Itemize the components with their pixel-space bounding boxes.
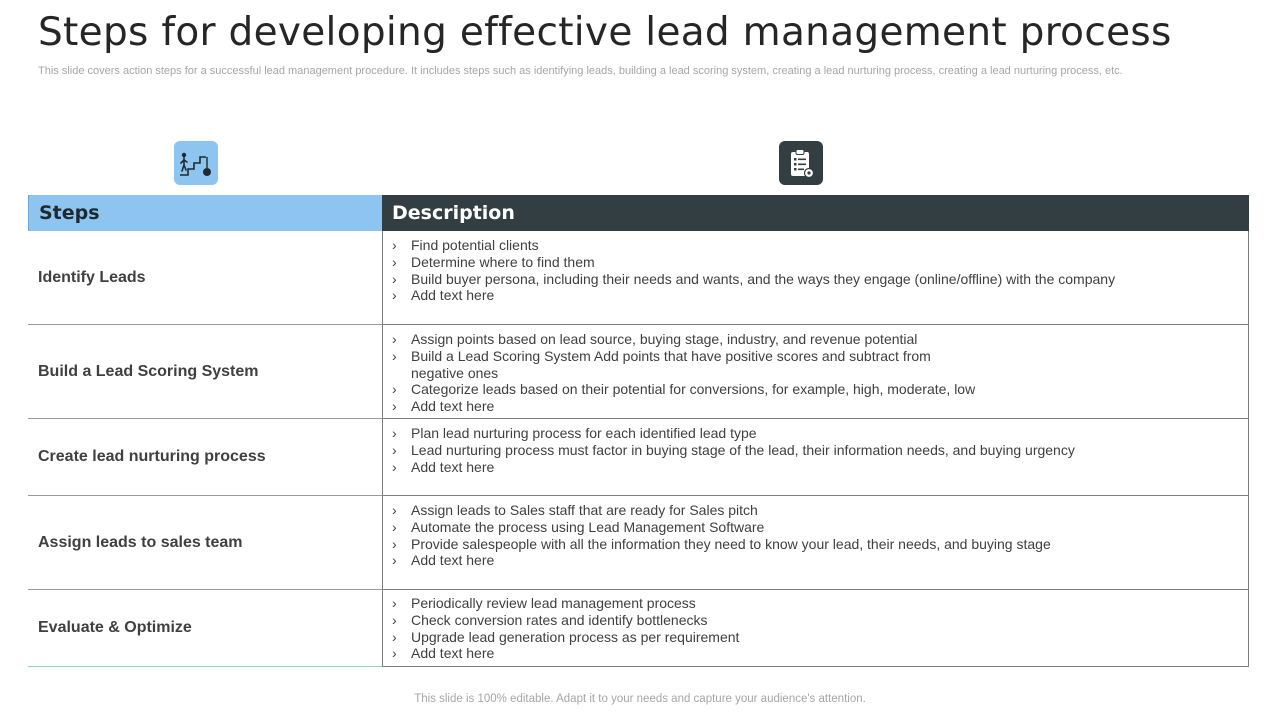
bullet-item: › Add text here — [392, 459, 1238, 476]
bullet-item: › Check conversion rates and identify bottlenecks — [392, 612, 1238, 629]
bullet-item: › Build a Lead Scoring System Add points that have positive scores and subtract from negative ones — [392, 348, 951, 382]
step-description — [382, 419, 1249, 496]
bullet-item: › Add text here — [392, 398, 1238, 415]
step-label: Identify Leads — [28, 231, 382, 325]
bullet-item: › Add text here — [392, 645, 1238, 662]
table-row — [28, 590, 1249, 667]
header-steps: Steps — [28, 195, 382, 231]
step-label: Evaluate & Optimize — [28, 590, 382, 667]
header-description: Description — [382, 195, 1249, 231]
step-label: Build a Lead Scoring System — [28, 325, 382, 419]
page-title: Steps for developing effective lead management process — [38, 10, 1172, 55]
step-description — [382, 590, 1249, 667]
table-header — [28, 195, 1249, 231]
bullet-item: › Automate the process using Lead Management Software — [392, 519, 1238, 536]
table-row — [28, 325, 1249, 419]
bullet-item: › Find potential clients — [392, 237, 1238, 254]
table-row — [28, 419, 1249, 496]
stairs-climbing-icon — [174, 141, 218, 185]
table-row — [28, 496, 1249, 590]
step-description — [382, 231, 1249, 325]
clipboard-checklist-icon — [779, 141, 823, 185]
page-subtitle: This slide covers action steps for a successful lead management procedure. It includes steps such as identifying leads, building a lead scoring system, creating a lead nurturing process, creating a lead nurturing process, etc. — [38, 65, 1123, 77]
bullet-item: › Plan lead nurturing process for each identified lead type — [392, 425, 1238, 442]
bullet-item: › Add text here — [392, 552, 1238, 569]
step-label: Create lead nurturing process — [28, 419, 382, 496]
bullet-item: › Add text here — [392, 287, 1238, 304]
step-label: Assign leads to sales team — [28, 496, 382, 590]
bullet-item: › Upgrade lead generation process as per requirement — [392, 629, 1238, 646]
bullet-item: › Build buyer persona, including their needs and wants, and the ways they engage (online/offline) with the company — [392, 271, 1238, 288]
bullet-item: › Periodically review lead management process — [392, 595, 1238, 612]
bullet-item: › Determine where to find them — [392, 254, 1238, 271]
step-description — [382, 325, 1249, 419]
step-description — [382, 496, 1249, 590]
bullet-item: › Lead nurturing process must factor in buying stage of the lead, their information needs, and buying urgency — [392, 442, 1238, 459]
steps-table — [28, 195, 1249, 667]
bullet-item: › Categorize leads based on their potential for conversions, for example, high, moderate, low — [392, 381, 1238, 398]
bullet-item: › Assign leads to Sales staff that are ready for Sales pitch — [392, 502, 1238, 519]
bullet-item: › Assign points based on lead source, buying stage, industry, and revenue potential — [392, 331, 1238, 348]
table-row — [28, 231, 1249, 325]
bullet-item: › Provide salespeople with all the information they need to know your lead, their needs, and buying stage — [392, 536, 1238, 553]
footer-note: This slide is 100% editable. Adapt it to your needs and capture your audience's attention. — [414, 693, 866, 705]
